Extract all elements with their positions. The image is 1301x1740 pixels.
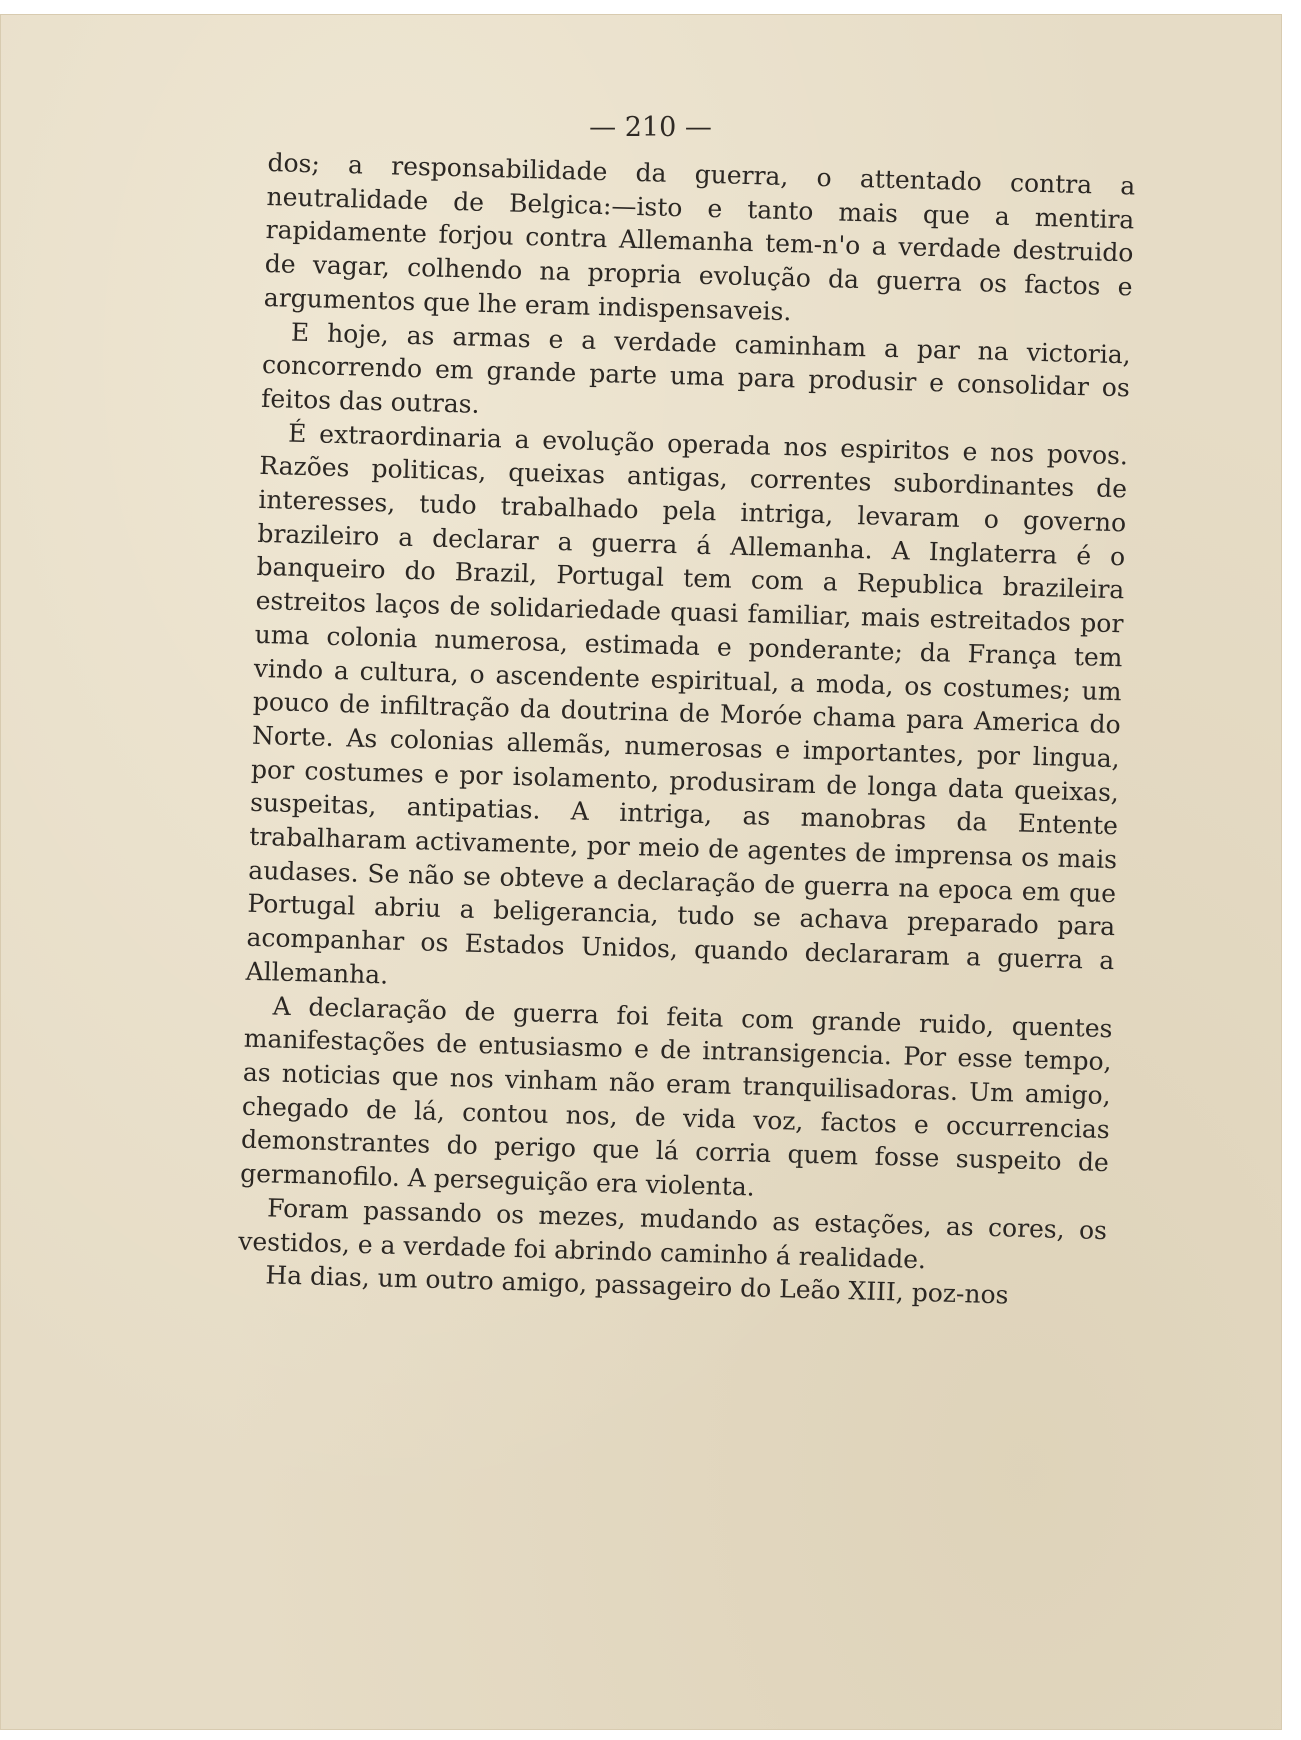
paragraph-3: É extraordinaria a evolução operada nos espiritos e nos povos. Razões politicas, queixas antigas, correntes subordinantes de interesses, tudo trabalhado pela intriga, levaram o governo brazileiro a declarar a guerra á Allemanha. A Inglaterra é o banqueiro do Brazil, Portugal tem com a Republica brazileira estreitos laços de solidariedade quasi familiar, mais estreitados por uma colonia numerosa, estimada e ponderante; da França tem vindo a cultura, o ascendente espiritual, a moda, os costumes; um pouco de infiltração da doutrina de Moróe chama para America do Norte. As colonias allemãs, numerosas e importantes, por lingua, por costumes e por isolamento, produsiram de longa data queixas, suspeitas, antipatias. A intriga, as manobras da Entente trabalharam activamente, por meio de agentes de imprensa os mais audases. Se não se obteve a declaração de guerra na epoca em que Portugal abriu a beligerancia, tudo se achava preparado para acompanhar os Estados Unidos, quando declararam a guerra a Allemanha.: [245, 418, 1129, 990]
paragraph-2: E hoje, as armas e a verdade caminham a par na victoria, concorrendo em grande parte uma para produsir e consolidar os feitos das outras.: [260, 317, 1132, 419]
paragraph-5: Foram passando os mezes, mudando as estações, as cores, os vestidos, e a verdade foi abrindo caminho á realidade.: [237, 1193, 1108, 1274]
paragraph-6: Ha dias, um outro amigo, passageiro do Leão XIII, poz-nos: [265, 1260, 1009, 1310]
paragraph-1: dos; a responsabilidade da guerra, o attentado contra a neutralidade de Belgica:—isto e tanto mais que a mentira rapidamente forjou contra Allemanha tem-n'o a verdade destruido de vagar, colhendo na propria evolução da guerra os factos e argumentos que lhe eram indispensaveis.: [263, 147, 1136, 327]
body-text: [237, 146, 1136, 1315]
paragraph-4: A declaração de guerra foi feita com grande ruido, quentes manifestações de entusiasmo e de intransigencia. Por esse tempo, as noticias que nos vinham não eram tranquilisadoras. Um amigo, chegado de lá, contou nos, de vida voz, factos e occurrencias demonstrantes do perigo que lá corria quem fosse suspeito de germanofilo. A perseguição era violenta.: [239, 991, 1113, 1202]
page-number: — 210 —: [589, 112, 712, 143]
